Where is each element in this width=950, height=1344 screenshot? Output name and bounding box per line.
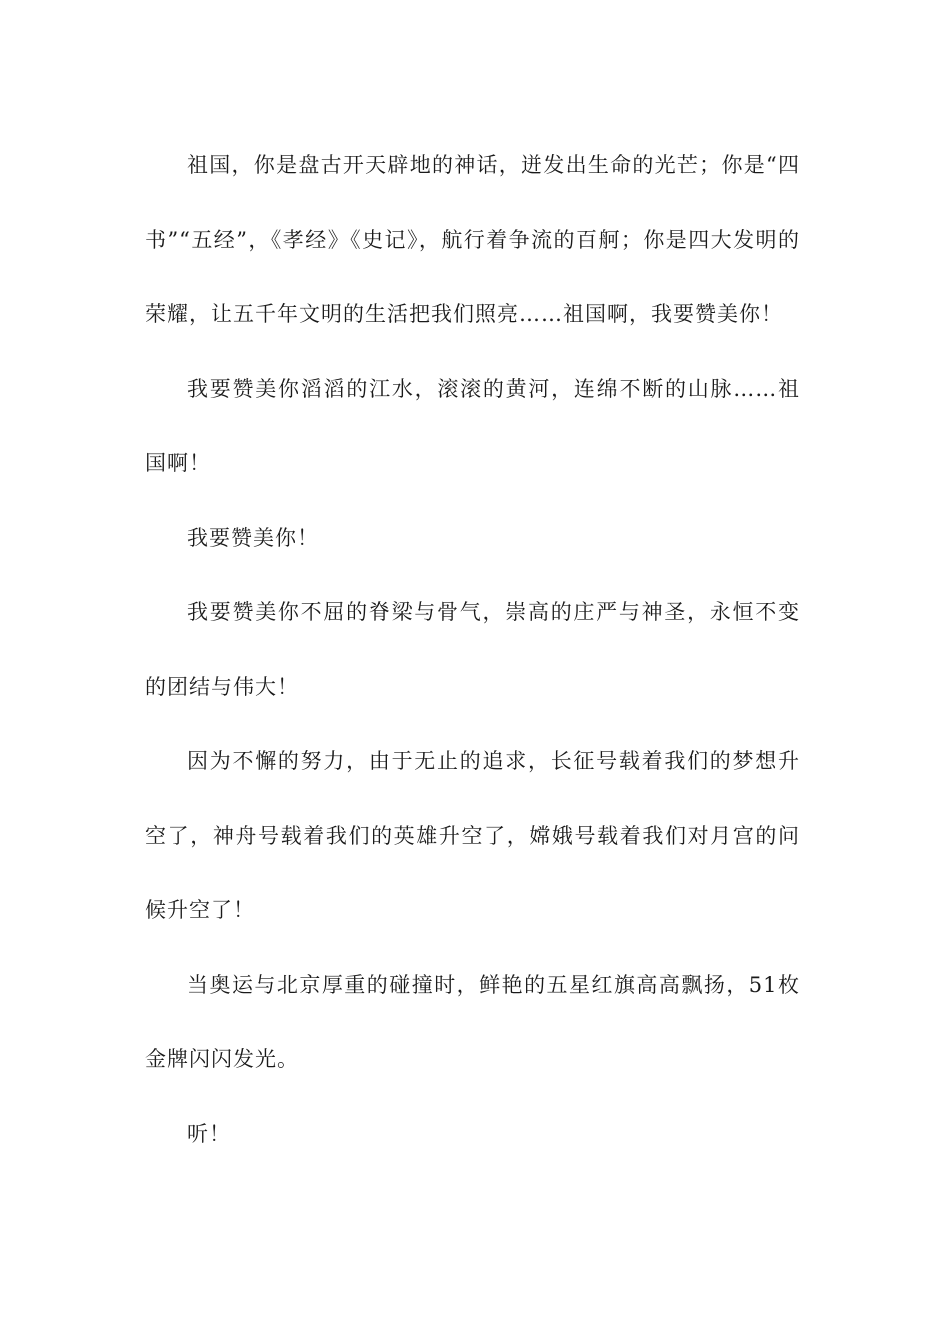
paragraph-7: 听！	[187, 1121, 231, 1146]
paragraph-5: 因为不懈的努力，由于无止的追求，长征号载着我们的梦想升空了，神舟号载着我们的英雄升空了，嫦娥号载着我们对月宫的问候升空了！	[145, 749, 800, 922]
paragraph-6: 当奥运与北京厚重的碰撞时，鲜艳的五星红旗高高飘扬，51枚金牌闪闪发光。	[145, 972, 800, 1071]
paragraph-2: 我要赞美你滔滔的江水，滚滚的黄河，连绵不断的山脉……祖国啊！	[145, 376, 800, 475]
paragraph-3: 我要赞美你！	[187, 525, 319, 550]
paragraph-4: 我要赞美你不屈的脊梁与骨气，崇高的庄严与神圣，永恒不变的团结与伟大！	[145, 600, 800, 699]
document-body	[145, 128, 800, 1171]
paragraph-1: 祖国，你是盘古开天辟地的神话，迸发出生命的光芒；你是“四书”“五经”，《孝经》《史记》，航行着争流的百舸；你是四大发明的荣耀，让五千年文明的生活把我们照亮……祖国啊，我要赞美你！	[145, 153, 800, 326]
